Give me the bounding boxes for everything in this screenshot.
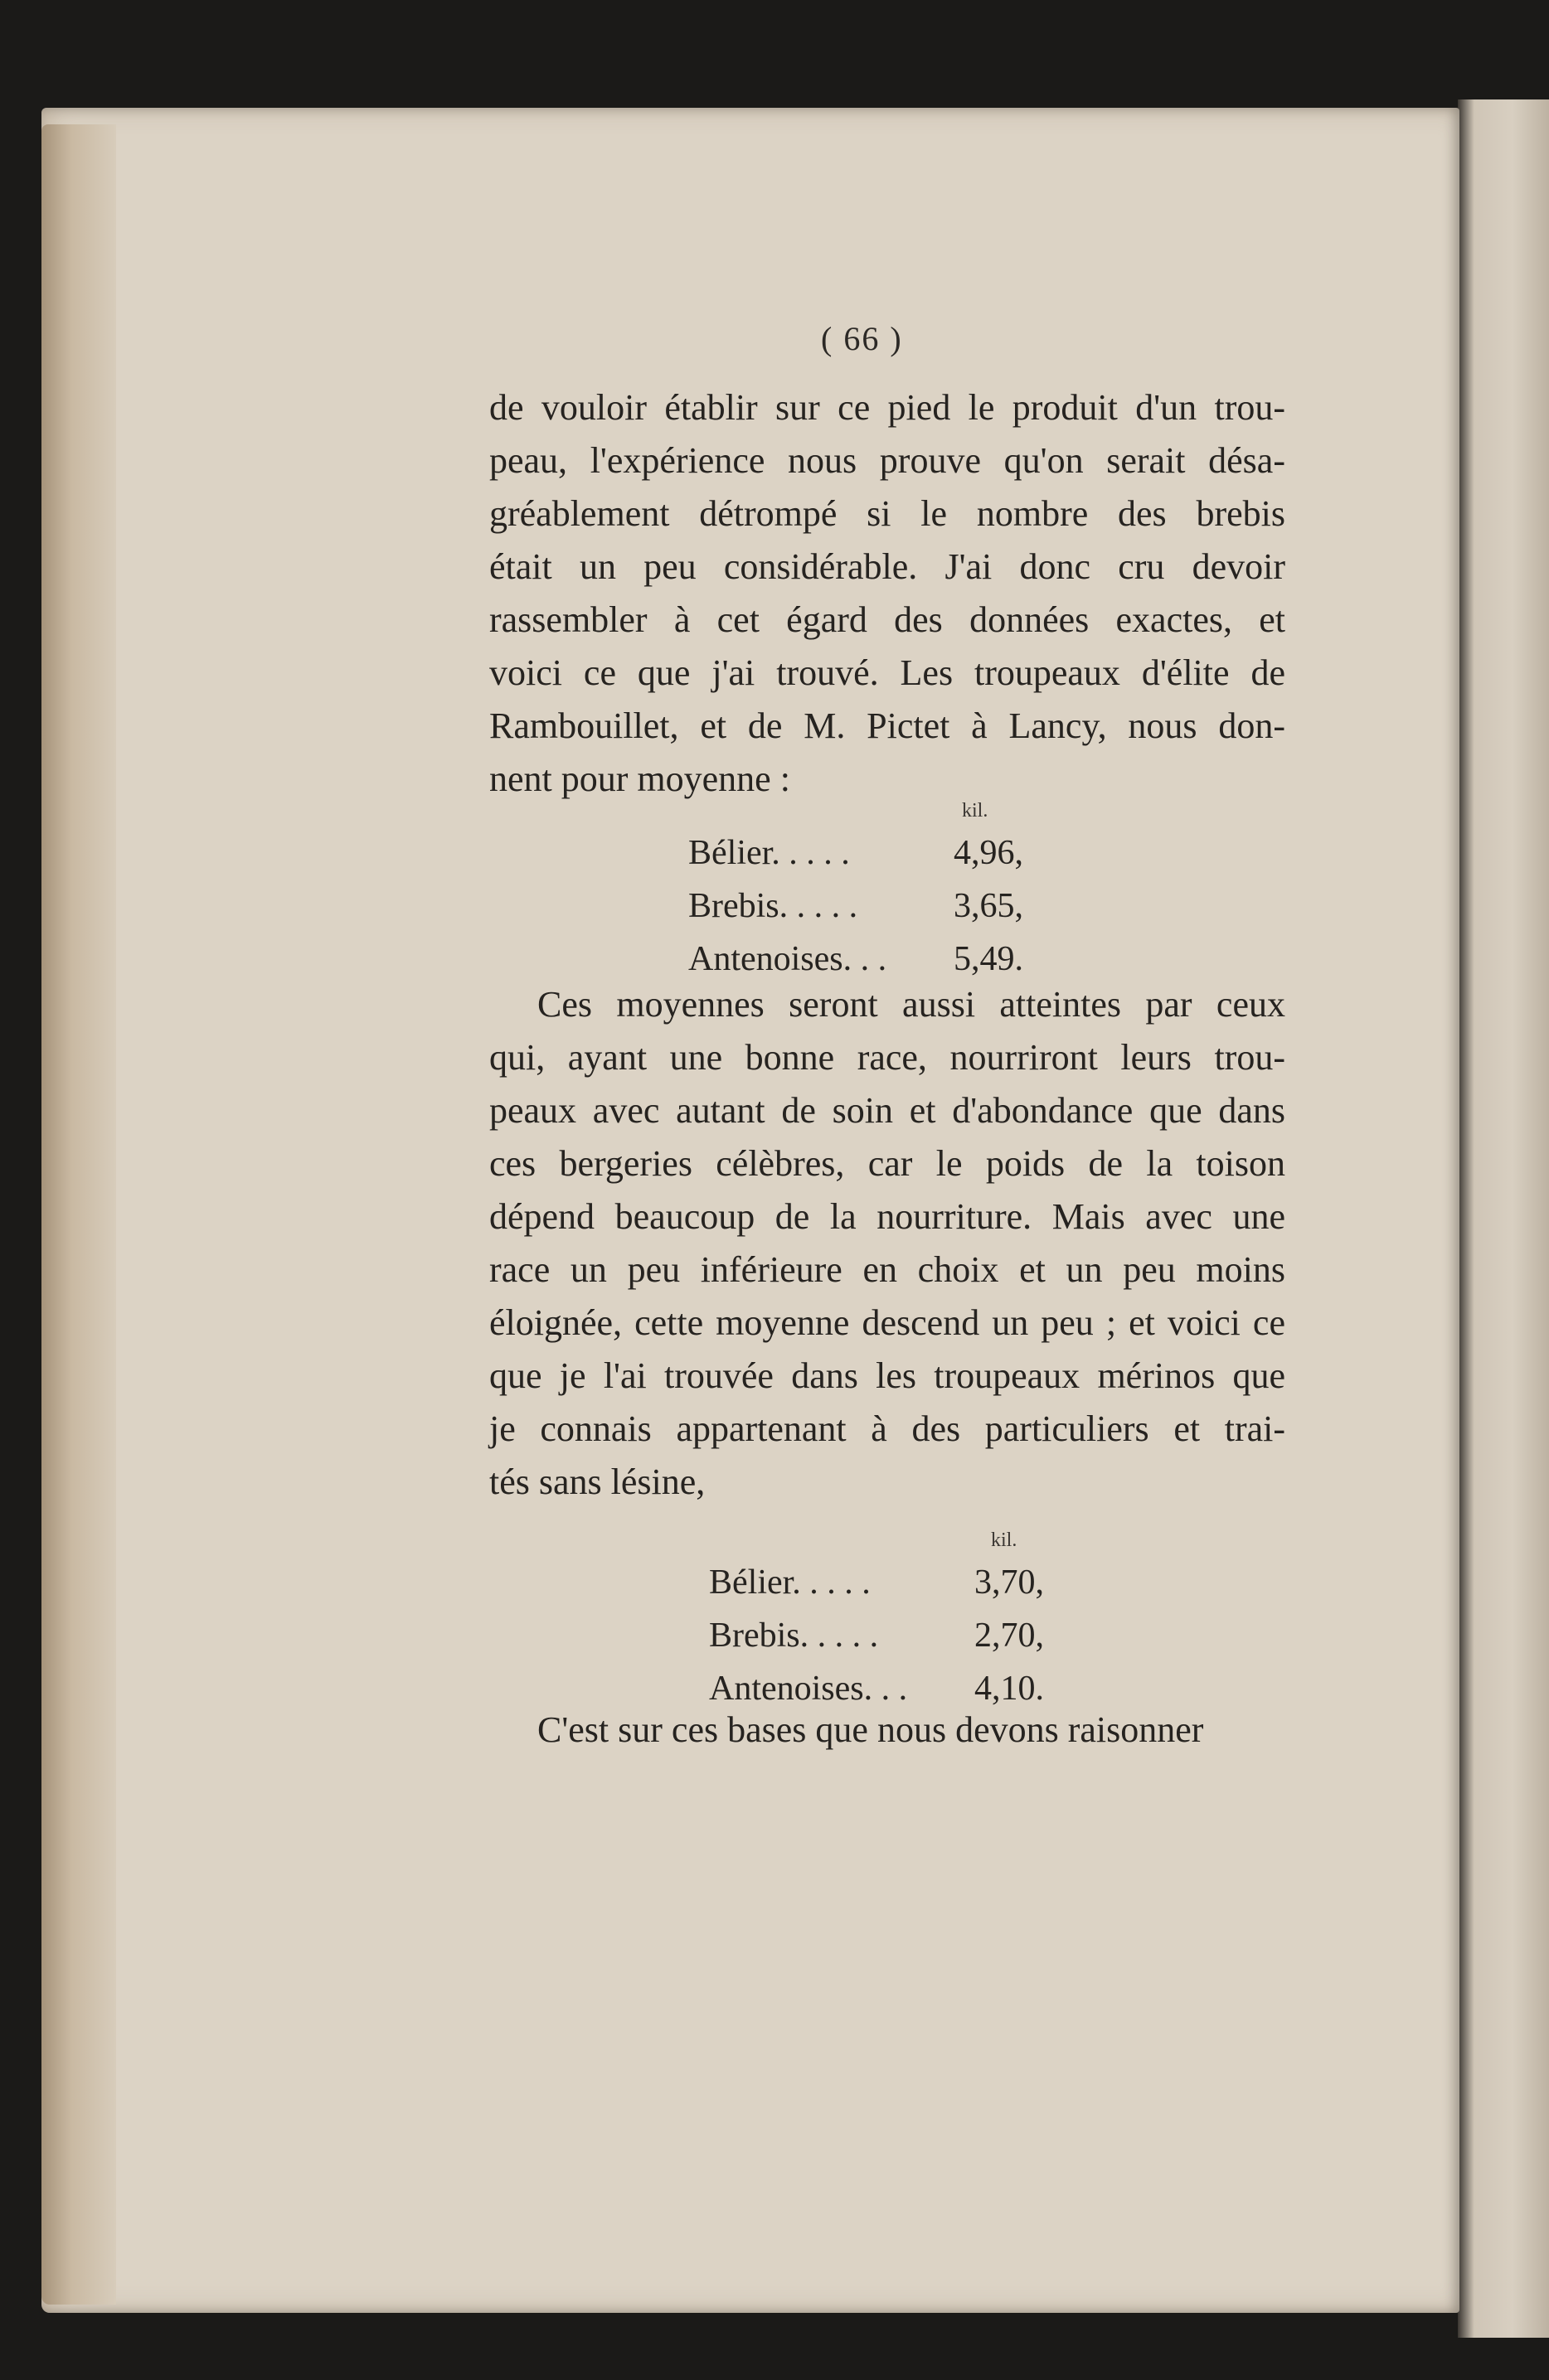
row-label: Antenoises. . . — [709, 1670, 908, 1708]
unit-label: kil. — [991, 1529, 1017, 1551]
text-line: peaux avec autant de soin et d'abondance que dans — [489, 1090, 1285, 1131]
text-line: C'est sur ces bases que nous devons raisonner — [537, 1709, 1204, 1750]
text-line: race un peu inférieure en choix et un peu moins — [489, 1249, 1285, 1290]
text-line: nent pour moyenne : — [489, 759, 790, 799]
text-line: qui, ayant une bonne race, nourriront leurs trou- — [489, 1037, 1285, 1078]
paragraph-2 — [489, 978, 1285, 1509]
row-label: Bélier. . . . . — [709, 1563, 871, 1602]
text-line: je connais appartenant à des particuliers et trai- — [489, 1408, 1285, 1449]
text-line: rassembler à cet égard des données exactes, et — [489, 599, 1285, 640]
unit-label: kil. — [962, 800, 988, 822]
row-value: 5,49. — [954, 940, 1023, 978]
row-value: 3,65, — [954, 887, 1023, 925]
text-line: peau, l'expérience nous prouve qu'on serait désa- — [489, 440, 1285, 481]
row-label: Brebis. . . . . — [688, 887, 858, 925]
row-value: 3,70, — [974, 1563, 1044, 1602]
row-label: Brebis. . . . . — [709, 1617, 879, 1655]
text-line: que je l'ai trouvée dans les troupeaux mérinos que — [489, 1355, 1285, 1396]
text-line: voici ce que j'ai trouvé. Les troupeaux d'élite de — [489, 652, 1285, 693]
row-label: Antenoises. . . — [688, 940, 887, 978]
text-line: ces bergeries célèbres, car le poids de la toison — [489, 1143, 1285, 1184]
table-row — [709, 1609, 1124, 1662]
text-line: de vouloir établir sur ce pied le produit d'un trou- — [489, 387, 1285, 428]
table-row — [709, 1556, 1124, 1609]
row-value: 4,96, — [954, 834, 1023, 872]
text-line: Ces moyennes seront aussi atteintes par ceux — [537, 984, 1285, 1025]
page-fore-edge — [41, 124, 116, 2305]
row-label: Bélier. . . . . — [688, 834, 850, 872]
text-line: était un peu considérable. J'ai donc cru devoir — [489, 546, 1285, 587]
page-number: ( 66 ) — [821, 320, 903, 357]
paragraph-3 — [489, 1704, 1285, 1757]
paragraph-1 — [489, 381, 1285, 806]
text-line: Rambouillet, et de M. Pictet à Lancy, nous don- — [489, 705, 1285, 746]
facing-page-edge — [1458, 99, 1549, 2338]
row-value: 2,70, — [974, 1617, 1044, 1655]
text-line: dépend beaucoup de la nourriture. Mais avec une — [489, 1196, 1285, 1237]
text-line: gréablement détrompé si le nombre des brebis — [489, 493, 1285, 534]
table-row — [688, 826, 1103, 880]
text-line: tés sans lésine, — [489, 1461, 706, 1502]
table-row — [688, 880, 1103, 933]
row-value: 4,10. — [974, 1670, 1044, 1708]
text-line: éloignée, cette moyenne descend un peu ; et voici ce — [489, 1302, 1285, 1343]
